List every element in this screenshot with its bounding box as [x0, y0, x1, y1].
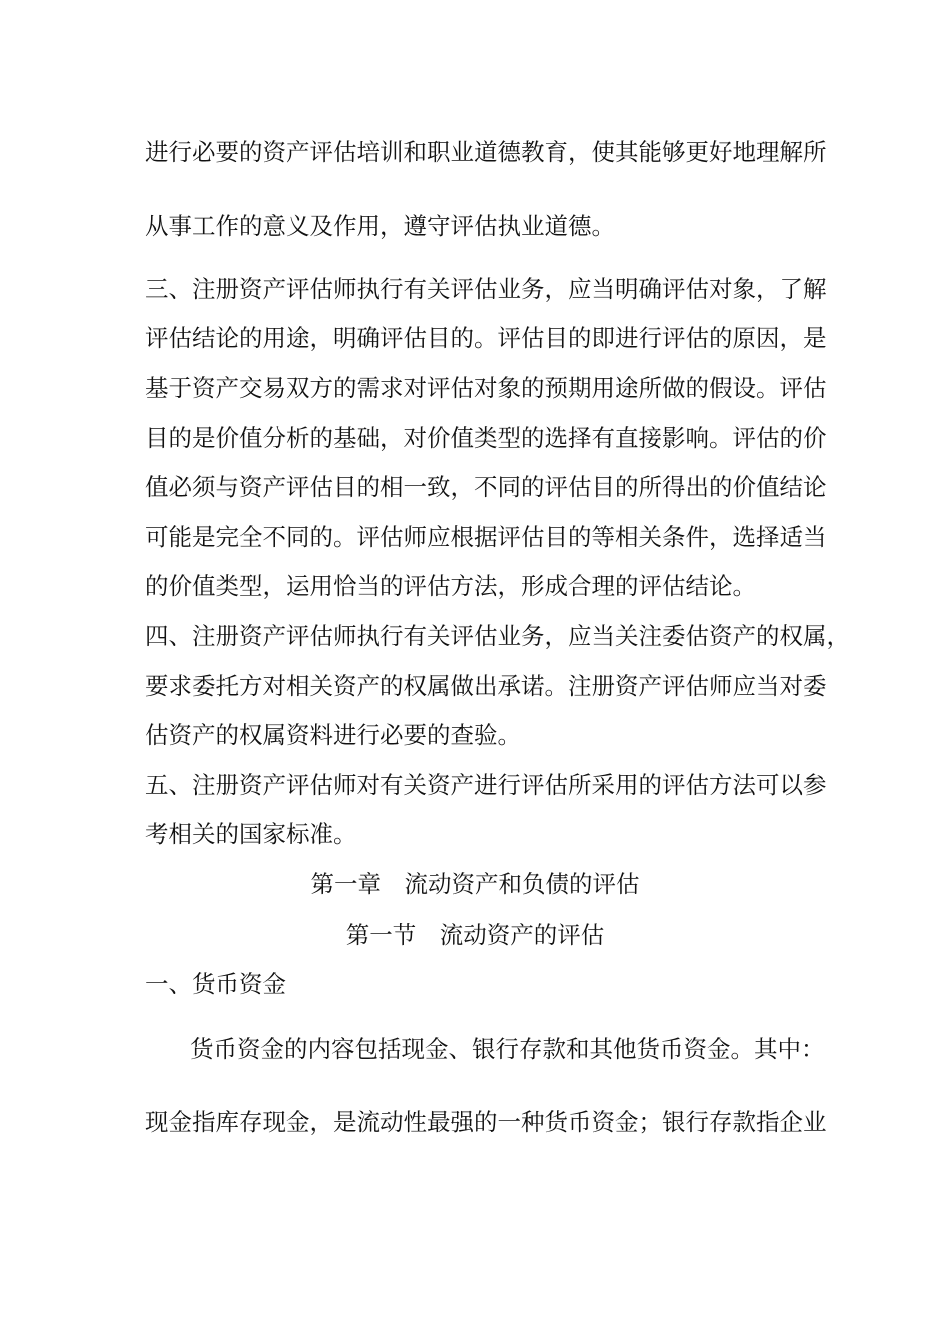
section-heading: 第一节 流动资产的评估	[345, 921, 605, 949]
paragraph-line: 基于资产交易双方的需求对评估对象的预期用途所做的假设。评估	[145, 374, 827, 402]
paragraph-line: 目的是价值分析的基础，对价值类型的选择有直接影响。评估的价	[145, 424, 827, 452]
paragraph-line: 从事工作的意义及作用，遵守评估执业道德。	[145, 212, 615, 240]
paragraph-line: 货币资金的内容包括现金、银行存款和其他货币资金。其中：	[190, 1035, 825, 1063]
subsection-heading: 一、货币资金	[145, 970, 286, 998]
paragraph-line: 现金指库存现金，是流动性最强的一种货币资金；银行存款指企业	[145, 1108, 827, 1136]
paragraph-line: 考相关的国家标准。	[145, 820, 357, 848]
item-five-line: 五、注册资产评估师对有关资产进行评估所采用的评估方法可以参	[145, 771, 827, 799]
item-three-line: 三、注册资产评估师执行有关评估业务，应当明确评估对象，了解	[145, 275, 827, 303]
item-four-line: 四、注册资产评估师执行有关评估业务，应当关注委估资产的权属，	[145, 622, 850, 650]
paragraph-line: 的价值类型，运用恰当的评估方法，形成合理的评估结论。	[145, 572, 756, 600]
paragraph-line: 可能是完全不同的。评估师应根据评估目的等相关条件，选择适当	[145, 523, 827, 551]
paragraph-line: 进行必要的资产评估培训和职业道德教育，使其能够更好地理解所	[145, 138, 827, 166]
paragraph-line: 值必须与资产评估目的相一致，不同的评估目的所得出的价值结论	[145, 473, 827, 501]
chapter-heading: 第一章 流动资产和负债的评估	[310, 870, 640, 898]
paragraph-line: 估资产的权属资料进行必要的查验。	[145, 721, 521, 749]
paragraph-line: 要求委托方对相关资产的权属做出承诺。注册资产评估师应当对委	[145, 672, 827, 700]
paragraph-line: 评估结论的用途，明确评估目的。评估目的即进行评估的原因，是	[145, 324, 827, 352]
